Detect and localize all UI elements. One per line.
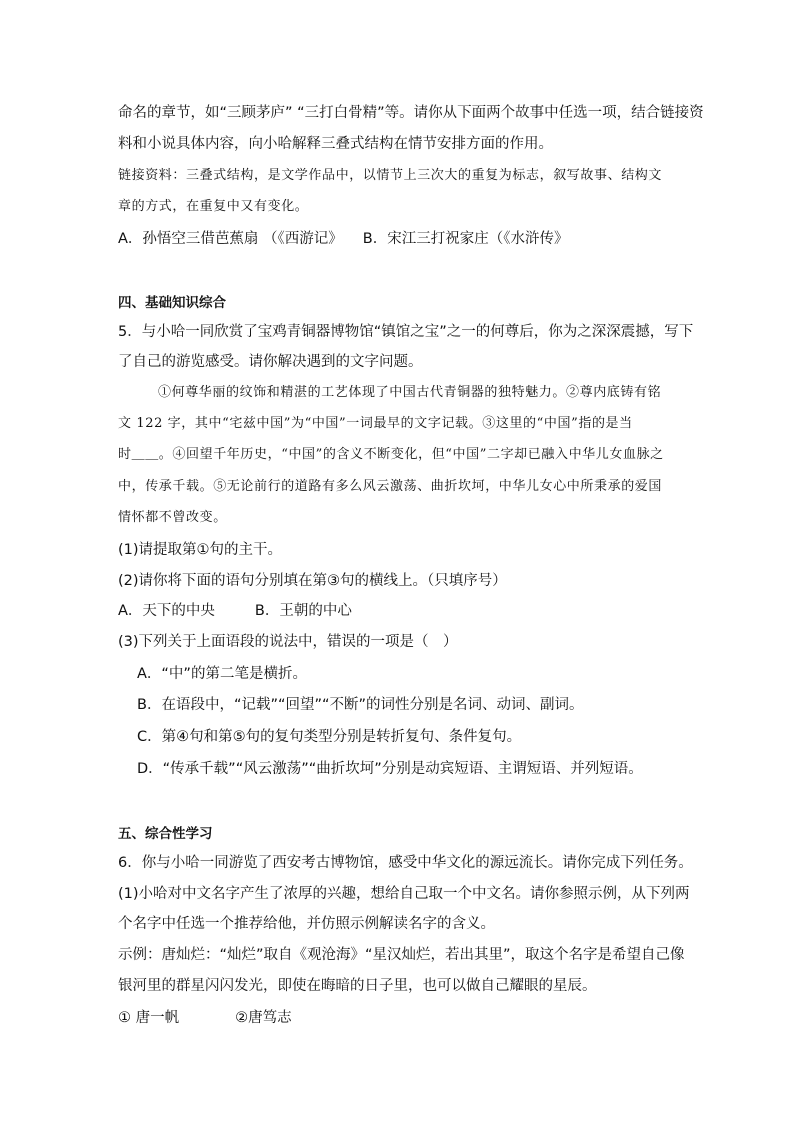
text-line: 料和小说具体内容，向小哈解释三叠式结构在情节安排方面的作用。 <box>118 136 553 152</box>
option-b: B．王朝的中心 <box>254 603 352 619</box>
sub-question-2-options <box>118 601 352 621</box>
sub-question-2: (2)请你将下面的语句分别填在第③句的横线上。（只填序号） <box>118 573 507 589</box>
option-line <box>118 229 568 249</box>
task-1-line: (1)小哈对中文名字产生了浓厚的兴趣，想给自己取一个中文名。请你参照示例，从下列两 <box>118 886 690 902</box>
passage-line: 文 122 字，其中“宅兹中国”为“中国”一词最早的文字记载。③这里的“中国”指的是当 <box>118 416 633 431</box>
section-heading-5: 五、综合性学习 <box>118 826 213 842</box>
sub-question-1: (1)请提取第①句的主干。 <box>118 542 283 558</box>
text-line: 命名的章节，如“三顾茅庐” “三打白骨精”等。请你从下面两个故事中任选一项，结合链接资 <box>118 105 704 121</box>
link-material-line: 章的方式，在重复中又有变化。 <box>118 199 309 214</box>
choice-c: C．第④句和第⑤句的复句类型分别是转折复句、条件复句。 <box>137 729 522 745</box>
name-option-2: ②唐笃志 <box>235 1010 292 1026</box>
choice-a: A．“中”的第二笔是横折。 <box>137 666 307 682</box>
example-line: 示例：唐灿烂：“灿烂”取自《观沧海》“星汉灿烂，若出其里”，取这个名字是希望自己像 <box>118 947 685 963</box>
passage-line: ①何尊华丽的纹饰和精湛的工艺体现了中国古代青铜器的独特魅力。②尊内底铸有铭 <box>158 385 662 400</box>
option-a: A．孙悟空三借芭蕉扇 （《西游记》 <box>118 231 343 247</box>
section-heading-4: 四、基础知识综合 <box>118 295 226 311</box>
passage-line: 时＿＿。④回望千年历史，“中国”的含义不断变化，但“中国”二字却已融入中华儿女血脉之 <box>118 447 664 462</box>
option-b: B．宋江三打祝家庄（《水浒传》 <box>362 231 569 247</box>
example-line: 银河里的群星闪闪发光，即使在晦暗的日子里，也可以做自己耀眼的星辰。 <box>118 978 597 994</box>
name-option-1: ① 唐一帆 <box>118 1010 180 1026</box>
task-1-line: 个名字中任选一个推荐给他，并仿照示例解读名字的含义。 <box>118 916 495 932</box>
sub-question-3: (3)下列关于上面语段的说法中，错误的一项是（ ） <box>118 634 458 650</box>
question-6-line: 6．你与小哈一同游览了西安考古博物馆，感受中华文化的源远流长。请你完成下列任务。 <box>118 855 693 871</box>
name-options <box>118 1008 292 1028</box>
question-5-line: 了自己的游览感受。请你解决遇到的文字问题。 <box>118 354 423 370</box>
passage-line: 中，传承千载。⑤无论前行的道路有多么风云激荡、曲折坎坷，中华儿女心中所秉承的爱国 <box>118 479 663 494</box>
link-material-line: 链接资料：三叠式结构，是文学作品中，以情节上三次大的重复为标志，叙写故事、结构文 <box>118 168 663 183</box>
choice-d: D．“传承千载”“风云激荡”“曲折坎坷”分别是动宾短语、主谓短语、并列短语。 <box>137 761 643 777</box>
question-5-line: 5．与小哈一同欣赏了宝鸡青铜器博物馆“镇馆之宝”之一的何尊后，你为之深深震撼，写下 <box>118 324 694 340</box>
passage-line: 情怀都不曾改变。 <box>118 510 227 525</box>
option-a: A．天下的中央 <box>118 603 215 619</box>
choice-b: B．在语段中，“记载”“回望”“不断”的词性分别是名词、动词、副词。 <box>137 697 584 713</box>
